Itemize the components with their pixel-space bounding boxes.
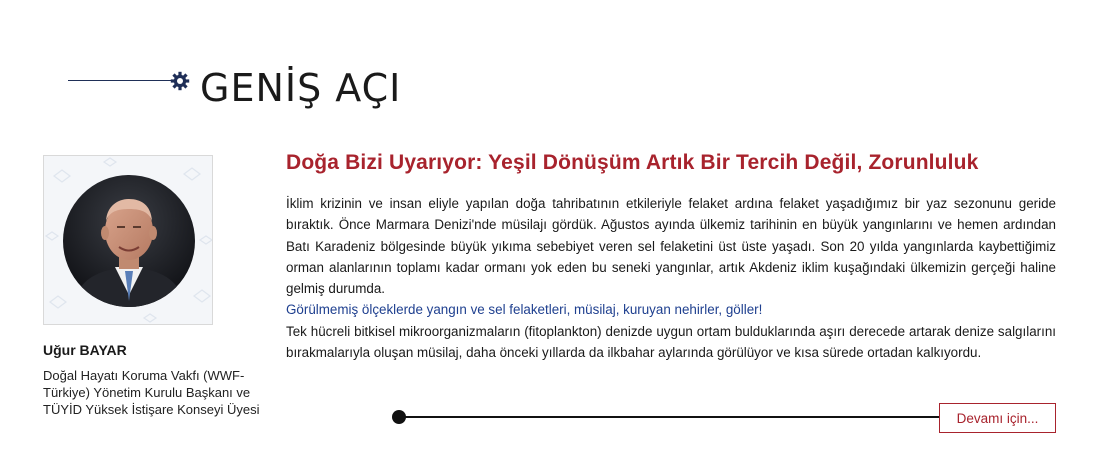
section-title: GENİŞ AÇI <box>200 66 402 110</box>
author-name: Uğur BAYAR <box>43 342 127 358</box>
article-body <box>286 193 1056 363</box>
read-more-button[interactable]: Devamı için... <box>939 403 1056 433</box>
author-photo <box>63 175 195 307</box>
divider-line <box>404 416 940 418</box>
star-gear-icon <box>170 71 190 91</box>
author-photo-frame <box>43 155 213 325</box>
section-divider-line <box>68 80 171 81</box>
article-highlight: Görülmemiş ölçeklerde yangın ve sel felaketleri, müsilaj, kuruyan nehirler, göller! <box>286 302 763 318</box>
article-paragraph: İklim krizinin ve insan eliyle yapılan doğa tahribatının etkileriyle felaket ardına felaket yaşadığımız bir yaz sezonunu geride bıraktık. Önce Marmara Denizi'nde müsilajı gördük. Ağustos ayında ülkemiz tarihinin en büyük yangınlarını ve hemen ardından Batı Karadeniz bölgesinde büyük yıkıma sebebiyet veren sel felaketini üst üste yaşadı. Son 20 yılda yangınlarda kaybettiğimiz orman alanlarının toplamı kadar ormanı yok eden bu seneki yangınlar, artık Akdeniz iklim kuşağındaki ülkemizin gerçeği haline gelmiş durumda. <box>286 196 1056 297</box>
article-title[interactable]: Doğa Bizi Uyarıyor: Yeşil Dönüşüm Artık Bir Tercih Değil, Zorunluluk <box>286 151 979 174</box>
article-paragraph: Tek hücreli bitkisel mikroorganizmaların (fitoplankton) denizde uygun ortam bulduklarında aşırı derecede artarak denize salgılarını bırakmalarıyla oluşan müsilaj, daha önceki yıllarda da ilkbahar aylarında görülüyor ve kısa sürede ortadan kalkıyordu. <box>286 323 1056 361</box>
author-bio: Doğal Hayatı Koruma Vakfı (WWF-Türkiye) Yönetim Kurulu Başkanı ve TÜYİD Yüksek İstişare Konseyi Üyesi <box>43 368 260 417</box>
